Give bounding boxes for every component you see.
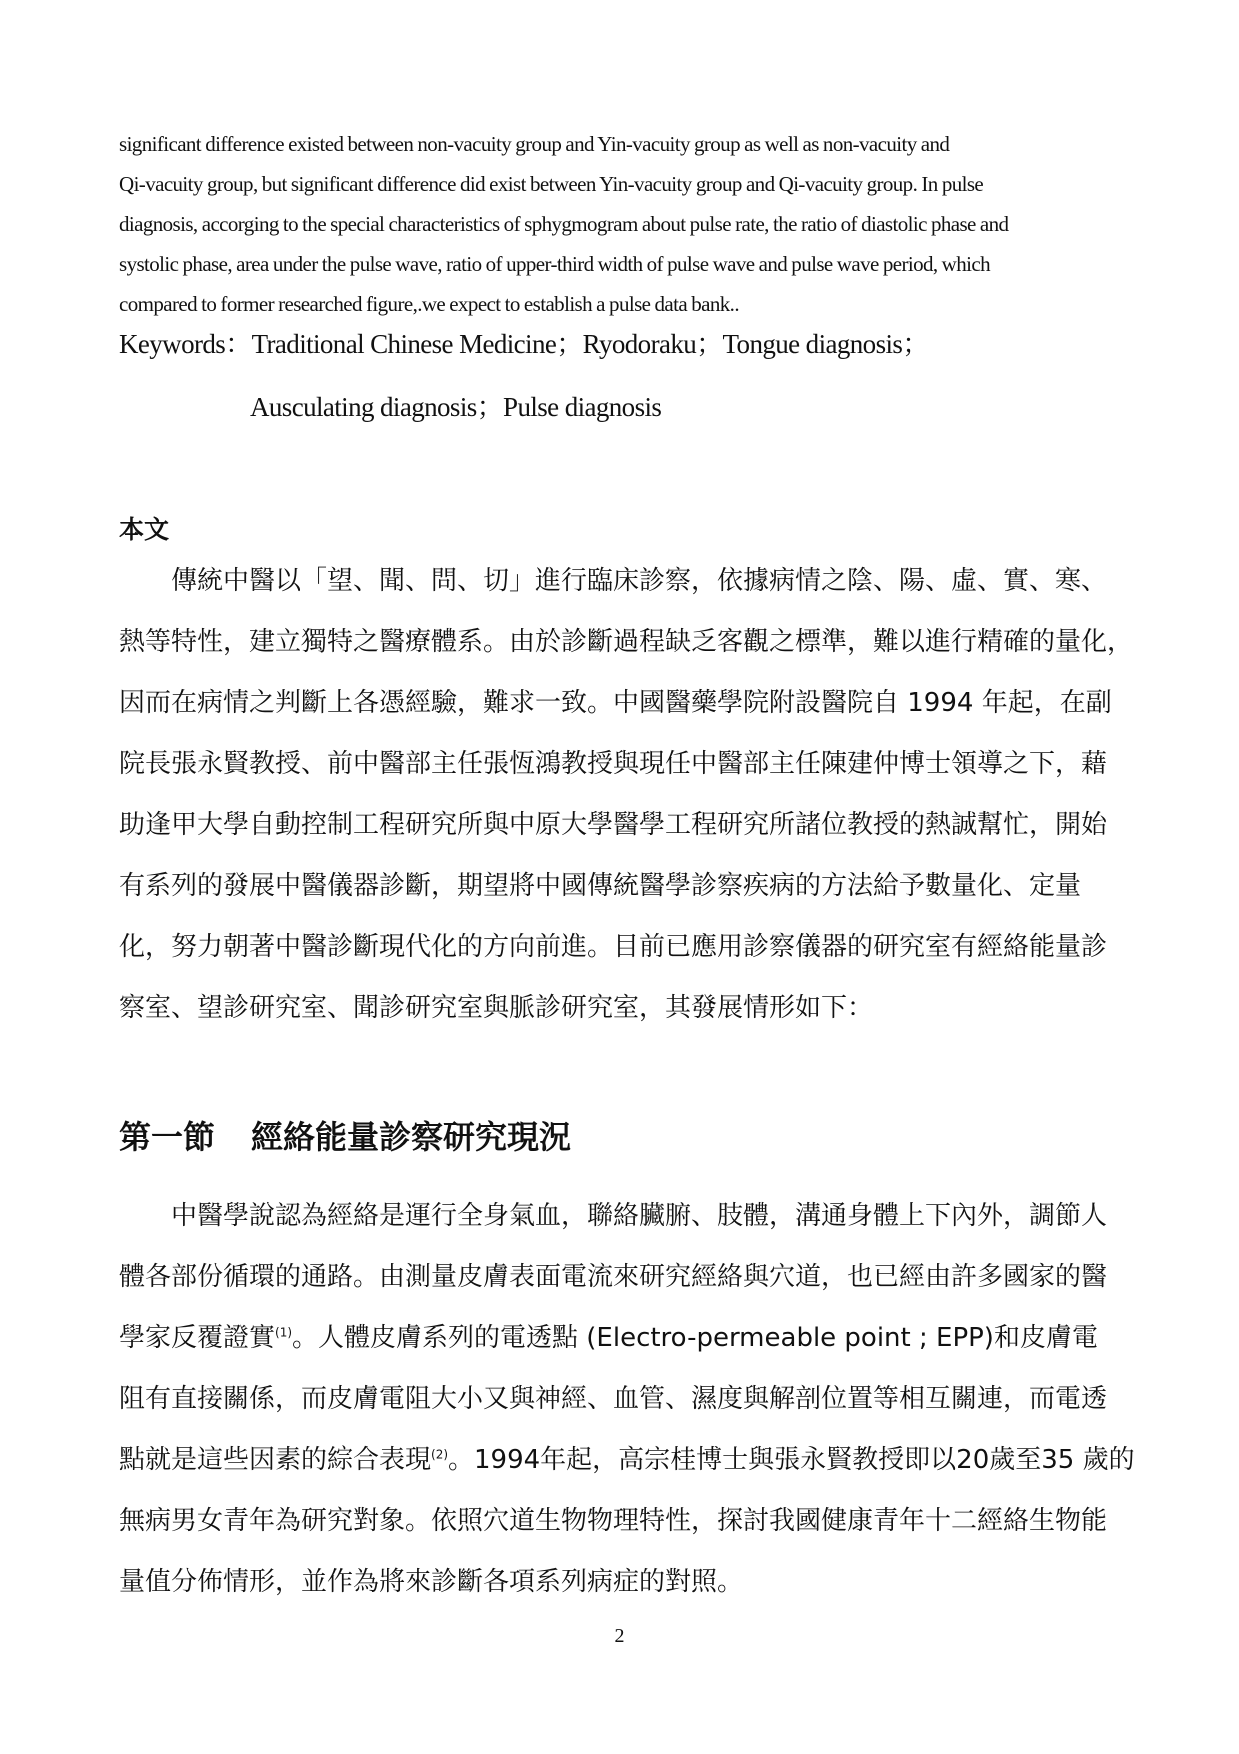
chapter-number: 第一節 [119, 1118, 216, 1156]
paragraph-line: 傳統中醫以「望、聞、問、切」進行臨床診察，依據病情之陰、陽、虛、實、寒、 [171, 566, 1108, 596]
main-heading: 本文 [119, 515, 170, 544]
keywords-line: Keywords：Traditional Chinese Medicine；Ryodoraku；Tongue diagnosis； [119, 329, 929, 359]
citation-ref: (2) [431, 1447, 449, 1462]
page-number: 2 [614, 1625, 625, 1647]
paragraph-line: 熱等特性，建立獨特之醫療體系。由於診斷過程缺乏客觀之標準，難以進行精確的量化， [119, 627, 1134, 657]
abstract-line: diagnosis, accorging to the special characteristics of sphygmogram about pulse rate, the ratio of diastolic phase and [119, 212, 1009, 236]
paragraph-line: 因而在病情之判斷上各憑經驗，難求一致。中國醫藥學院附設醫院自 1994 年起，在副 [119, 688, 1112, 718]
paragraph-line: 中醫學說認為經絡是運行全身氣血，聯絡臟腑、肢體，溝通身體上下內外，調節人 [171, 1201, 1108, 1231]
chapter-title [119, 1112, 571, 1158]
abstract-line: significant difference existed between non-vacuity group and Yin-vacuity group as well as non-vacuity and [119, 132, 950, 156]
paragraph-line [119, 1430, 1135, 1491]
paragraph-text: 學家反覆證實 [119, 1323, 276, 1353]
abstract-continuation [119, 124, 1119, 324]
paragraph-text: 點就是這些因素的綜合表現 [119, 1445, 432, 1475]
chapter-paragraph [119, 1186, 1135, 1613]
paragraph-line: 無病男女青年為研究對象。依照穴道生物物理特性，探討我國健康青年十二經絡生物能 [119, 1506, 1108, 1536]
paragraph-line: 量值分佈情形，並作為將來診斷各項系列病症的對照。 [119, 1567, 744, 1597]
abstract-line: Qi-vacuity group, but significant difference did exist between Yin-vacuity group and Qi-vacuity group. In pulse [119, 172, 984, 196]
paragraph-text: 。1994年起，高宗桂博士與張永賢教授即以20歲至35 歲的 [448, 1445, 1135, 1475]
paragraph-line: 助逢甲大學自動控制工程研究所與中原大學醫學工程研究所諸位教授的熱誠幫忙，開始 [119, 810, 1108, 840]
paragraph-text: 。人體皮膚系列的電透點 (Electro-permeable point ; EPP)和皮膚電 [292, 1323, 1098, 1353]
paragraph-line: 化，努力朝著中醫診斷現代化的方向前進。目前已應用診察儀器的研究室有經絡能量診 [119, 932, 1108, 962]
paragraph-line: 察室、望診研究室、聞診研究室與脈診研究室，其發展情形如下： [119, 993, 874, 1023]
abstract-line: compared to former researched figure,.we expect to establish a pulse data bank.. [119, 292, 739, 316]
paragraph-line: 阻有直接關係，而皮膚電阻大小又與神經、血管、濕度與解剖位置等相互關連，而電透 [119, 1384, 1108, 1414]
paragraph-line: 院長張永賢教授、前中醫部主任張恆鴻教授與現任中醫部主任陳建仲博士領導之下，藉 [119, 749, 1108, 779]
paragraph-line: 體各部份循環的通路。由測量皮膚表面電流來研究經絡與穴道，也已經由許多國家的醫 [119, 1262, 1108, 1292]
keywords-line-continued: Ausculating diagnosis；Pulse diagnosis [250, 392, 662, 422]
paragraph-line [119, 1308, 1119, 1369]
paragraph-line: 有系列的發展中醫儀器診斷，期望將中國傳統醫學診察疾病的方法給予數量化、定量 [119, 871, 1082, 901]
main-paragraph [119, 551, 1134, 1039]
chapter-name: 經絡能量診察研究現況 [251, 1118, 572, 1156]
citation-ref: (1) [275, 1325, 293, 1340]
abstract-line: systolic phase, area under the pulse wave, ratio of upper-third width of pulse wave and pulse wave period, which [119, 252, 991, 276]
